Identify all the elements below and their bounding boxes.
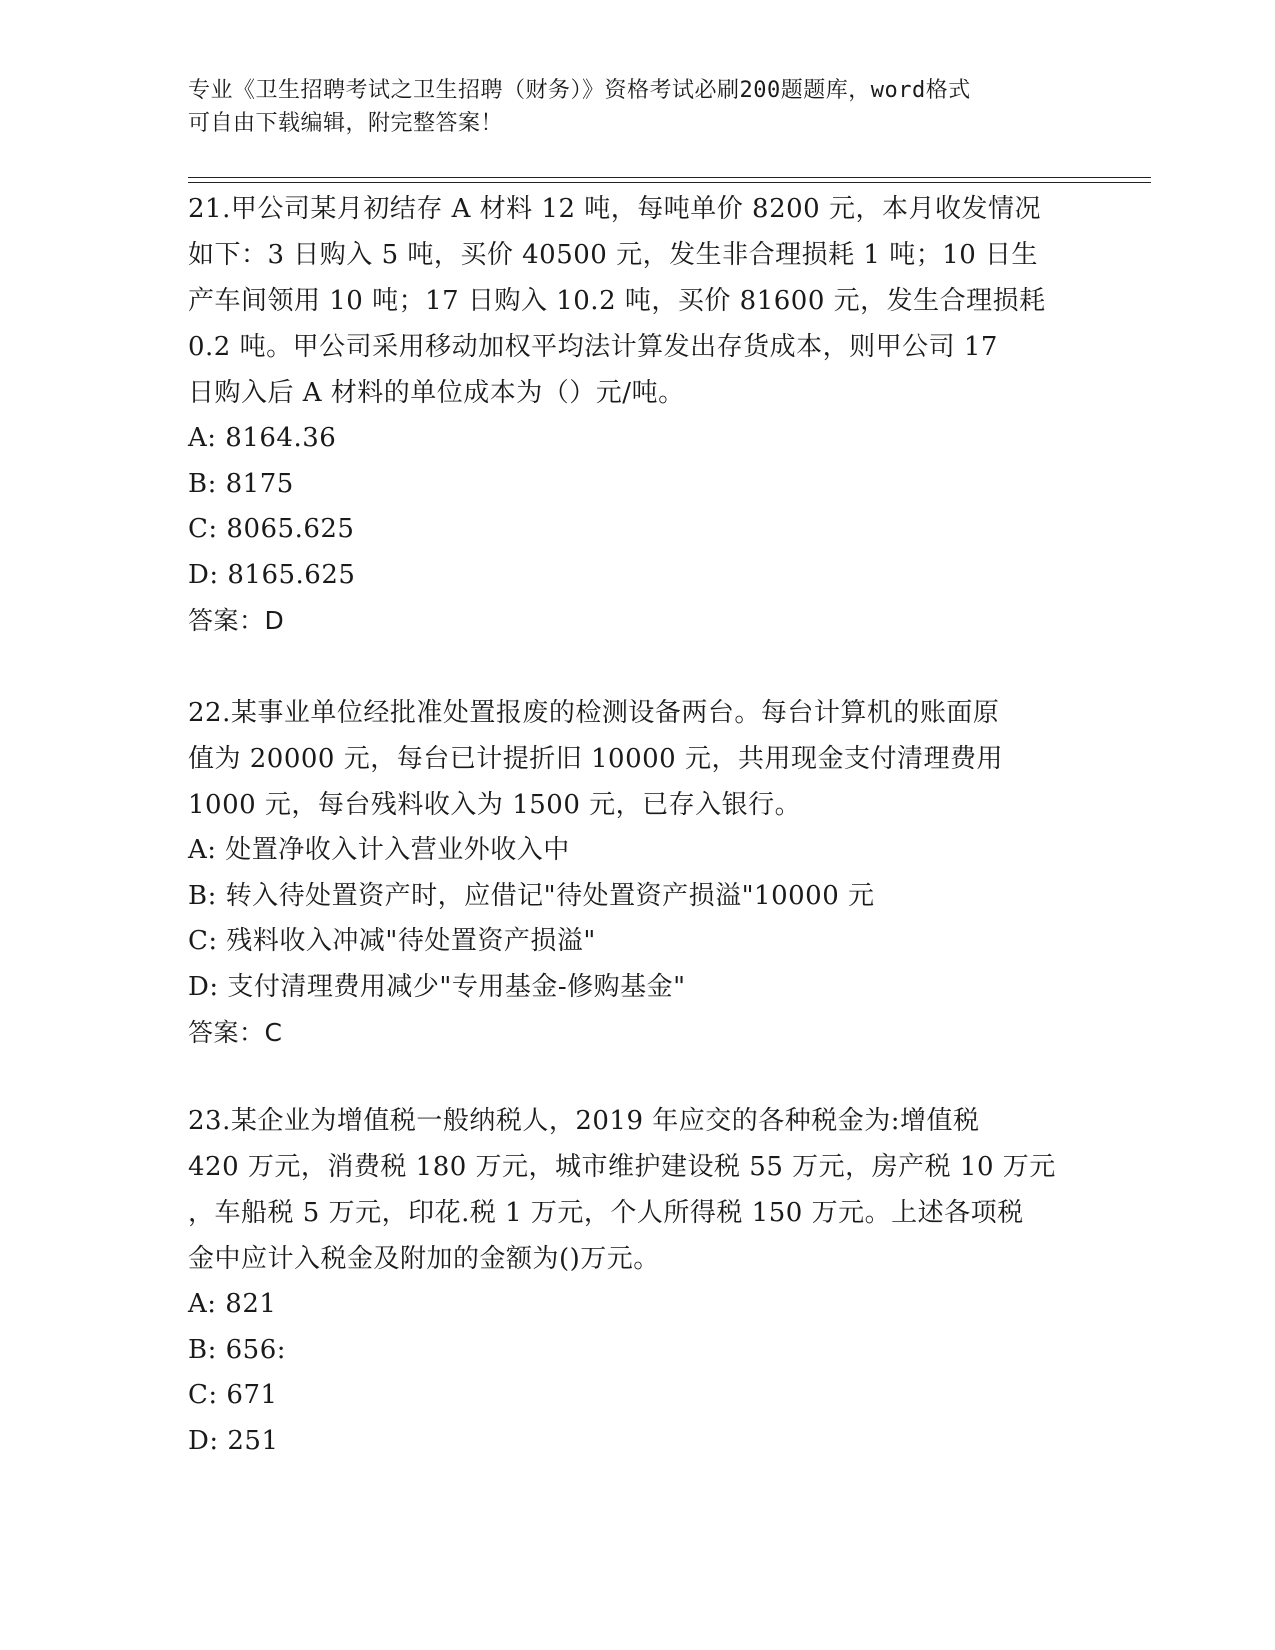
- question-text-line: 如下：3 日购入 5 吨，买价 40500 元，发生非合理损耗 1 吨；10 日生: [188, 240, 1039, 270]
- answer-label: 答案：C: [188, 1018, 283, 1047]
- question-text-line: 420 万元，消费税 180 万元，城市维护建设税 55 万元，房产税 10 万元: [188, 1152, 1056, 1182]
- question-21: [188, 186, 1068, 644]
- option-b: B: 656:: [188, 1334, 287, 1365]
- document-header: [188, 74, 1068, 140]
- option-b: B: 8175: [188, 468, 294, 499]
- question-text-line: 23.某企业为增值税一般纳税人，2019 年应交的各种税金为:增值税: [188, 1106, 980, 1136]
- option-d: D: 支付清理费用减少"专用基金-修购基金": [188, 971, 686, 1002]
- question-text-line: 产车间领用 10 吨；17 日购入 10.2 吨，买价 81600 元，发生合理损耗: [188, 286, 1046, 316]
- option-a: A: 处置净收入计入营业外收入中: [188, 835, 570, 865]
- question-text-line: 21.甲公司某月初结存 A 材料 12 吨，每吨单价 8200 元，本月收发情况: [188, 194, 1041, 224]
- question-text-line: 0.2 吨。甲公司采用移动加权平均法计算发出存货成本，则甲公司 17: [188, 332, 998, 362]
- question-text-line: ，车船税 5 万元，印花.税 1 万元，个人所得税 150 万元。上述各项税: [188, 1198, 1024, 1228]
- header-title-line-2: 可自由下载编辑，附完整答案！: [188, 111, 504, 136]
- option-c: C: 残料收入冲减"待处置资产损溢": [188, 926, 596, 956]
- question-text-line: 日购入后 A 材料的单位成本为（）元/吨。: [188, 378, 685, 408]
- question-text-line: 22.某事业单位经批准处置报废的检测设备两台。每台计算机的账面原: [188, 698, 1000, 728]
- question-text-line: 1000 元，每台残料收入为 1500 元，已存入银行。: [188, 790, 802, 820]
- option-a: A: 8164.36: [188, 423, 337, 453]
- option-c: C: 8065.625: [188, 514, 355, 544]
- question-22: [188, 690, 1068, 1056]
- answer-label: 答案：D: [188, 606, 285, 635]
- question-text-line: 值为 20000 元，每台已计提折旧 10000 元，共用现金支付清理费用: [188, 744, 1003, 774]
- option-d: D: 8165.625: [188, 559, 356, 590]
- question-text-line: 金中应计入税金及附加的金额为()万元。: [188, 1244, 660, 1274]
- question-23: [188, 1098, 1068, 1464]
- option-d: D: 251: [188, 1425, 279, 1456]
- header-divider-thin: [188, 177, 1151, 178]
- option-a: A: 821: [188, 1289, 277, 1319]
- option-b: B: 转入待处置资产时，应借记"待处置资产损溢"10000 元: [188, 880, 875, 911]
- option-c: C: 671: [188, 1380, 278, 1410]
- header-title-line-1: 专业《卫生招聘考试之卫生招聘（财务）》资格考试必刷200题题库，word格式: [188, 78, 971, 103]
- header-divider-thin-2: [188, 182, 1151, 183]
